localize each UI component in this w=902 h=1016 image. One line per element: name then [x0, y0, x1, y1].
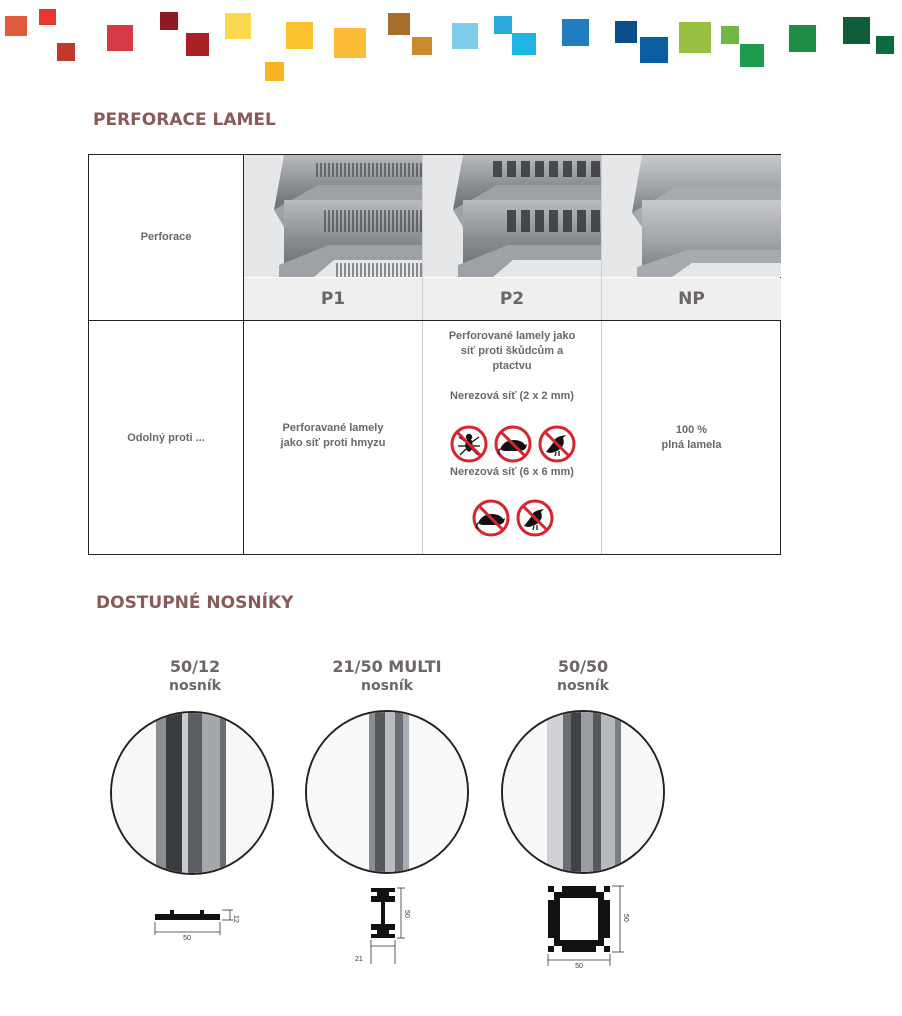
no-insect-icon — [450, 425, 488, 463]
beam-21-50-width-dim: 21 — [355, 956, 363, 963]
perforace-title: PERFORACE LAMEL — [93, 110, 276, 130]
deco-square — [186, 33, 209, 56]
deco-square — [615, 21, 637, 43]
beam-50-50-height-dim: 50 — [622, 914, 629, 922]
p2-slat-photo — [423, 155, 601, 277]
p2-description — [423, 329, 601, 374]
deco-square — [286, 22, 313, 49]
p2-desc-line1: Perforované lamely jako — [448, 330, 576, 342]
deco-square — [39, 9, 56, 25]
deco-square — [107, 25, 133, 51]
beam-50-12-height-dim: 12 — [232, 915, 239, 923]
p2-mesh-large: Nerezová síť (6 x 6 mm) — [450, 466, 574, 478]
perforation-table — [88, 154, 781, 555]
p1-desc-line1: Perforavané lamely — [282, 422, 384, 434]
deco-square — [160, 12, 178, 30]
p1-desc-line2: jako síť proti hmyzu — [280, 437, 386, 449]
np-description — [602, 423, 781, 453]
beam-50-12-width-dim: 50 — [183, 935, 191, 942]
deco-square — [412, 37, 432, 55]
nosniky-title: DOSTUPNÉ NOSNÍKY — [96, 593, 294, 613]
beam-50-12-label — [140, 657, 250, 695]
beam-21-50-closeup — [305, 710, 469, 874]
deco-square — [5, 16, 27, 36]
no-rodent-icon — [472, 499, 510, 537]
deco-square — [452, 23, 478, 49]
p1-description — [244, 421, 422, 451]
beam-21-50-height-dim: 50 — [403, 910, 410, 918]
deco-square — [225, 13, 251, 39]
code-np: NP — [602, 278, 781, 320]
beam-50-12-profile — [140, 900, 250, 945]
beam-21-50-label — [322, 657, 452, 695]
p2-desc-line3: ptactvu — [492, 360, 532, 372]
beam-50-50-width-dim: 50 — [575, 963, 583, 968]
p2-mesh-small: Nerezová síť (2 x 2 mm) — [450, 390, 574, 402]
beam-size: 21/50 MULTI — [332, 657, 442, 676]
np-slat-photo — [602, 155, 781, 277]
np-desc-line1: 100 % — [675, 424, 708, 436]
beam-type: nosník — [557, 678, 609, 694]
beam-type: nosník — [169, 678, 221, 694]
p2-icons-small-mesh — [450, 425, 576, 463]
no-bird-icon — [538, 425, 576, 463]
deco-square — [679, 22, 711, 53]
deco-square — [334, 28, 366, 58]
deco-square — [721, 26, 739, 44]
np-desc-line2: plná lamela — [661, 439, 722, 451]
table-row-divider — [89, 320, 780, 321]
deco-square — [843, 17, 870, 44]
deco-square — [512, 33, 536, 55]
deco-square — [265, 62, 284, 81]
beam-50-50-closeup — [501, 710, 665, 874]
row-label-odolny: Odolný proti ... — [127, 432, 205, 444]
beam-size: 50/12 — [169, 657, 221, 676]
beam-50-50-profile — [548, 886, 629, 968]
deco-square — [562, 19, 589, 46]
no-rodent-icon — [494, 425, 532, 463]
beam-50-12-closeup — [110, 711, 274, 875]
beam-size: 50/50 — [557, 657, 609, 676]
row-label-perforace: Perforace — [140, 231, 192, 243]
code-p1: P1 — [244, 278, 422, 320]
code-p2: P2 — [423, 278, 601, 320]
beam-50-50-label — [528, 657, 638, 695]
p1-slat-photo — [244, 155, 422, 277]
beam-type: nosník — [361, 678, 413, 694]
deco-square — [57, 43, 75, 61]
deco-square — [494, 16, 512, 34]
no-bird-icon — [516, 499, 554, 537]
deco-square — [388, 13, 410, 35]
deco-square — [740, 44, 764, 67]
p2-desc-line2: síť proti škůdcům a — [460, 345, 564, 357]
deco-square — [876, 36, 894, 54]
deco-square — [640, 37, 668, 63]
beam-21-50-profile — [355, 888, 410, 964]
p2-icons-large-mesh — [472, 499, 554, 537]
deco-square — [789, 25, 816, 52]
